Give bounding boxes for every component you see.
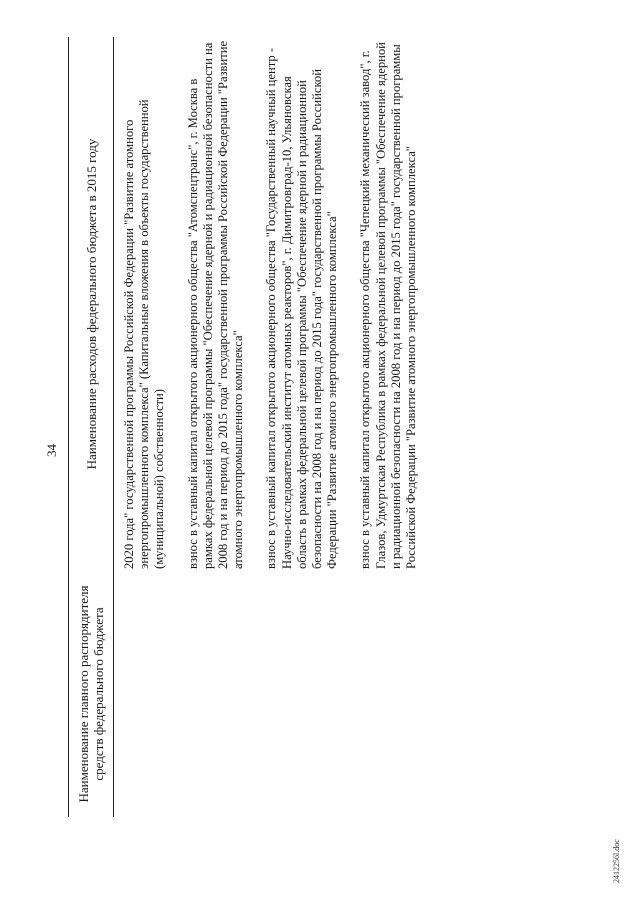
document-file-code: 2412256l.doc (612, 839, 621, 883)
header-expense-name-text: Наименование расходов федерального бюджета в 2015 году (83, 138, 99, 470)
table-body-row (114, 37, 437, 817)
expense-entry: взнос в уставный капитал открытого акционерного общества "Атомспецтранс", г. Москва в рамках федеральной целевой программы "Обеспечение ядерной и радиационной безопасности на 2008 год и на период до 2015 года" государственной программы Российской Федерации "Развитие атомного энергопромышленного комплекса" (185, 40, 246, 569)
header-budget-manager-text: Наименование главного распорядителя средств федерального бюджета (76, 585, 106, 803)
expense-entry: взнос в уставный капитал открытого акционерного общества "Чепецкий механический завод", г. Глазов, Удмуртская Республика в рамках федеральной целевой программы "Обеспечение ядерной и радиационной безопасности на 2008 год и на период до 2015 года" государственной программы Российской Федерации "Развитие атомного энергопромышленного комплекса" (358, 42, 419, 569)
expense-entry: взнос в уставный капитал открытого акционерного общества "Государственный научный центр - Научно-исследовательский институт атомных реакторов", г. Димитровград-10, Ульяновская область в рамках федеральной целевой программы "Обеспечение ядерной и радиационной безопасности на 2008 год и на период до 2015 года" государственной программы Российской Федерации "Развитие атомного энергопромышленного комплекса" (264, 47, 340, 569)
expense-cell (114, 39, 437, 571)
expense-entry: 2020 года" государственной программы Российской Федерации "Развитие атомного энергопромышленного комплекса" (Капитальные вложения в объекты государственной (муниципальной) собственности) (122, 99, 167, 569)
budget-manager-cell (114, 571, 437, 817)
budget-table (68, 37, 437, 817)
header-budget-manager (69, 571, 113, 817)
page-number: 34 (44, 444, 59, 457)
header-expense-name (69, 37, 113, 571)
table-header-row (68, 37, 114, 817)
